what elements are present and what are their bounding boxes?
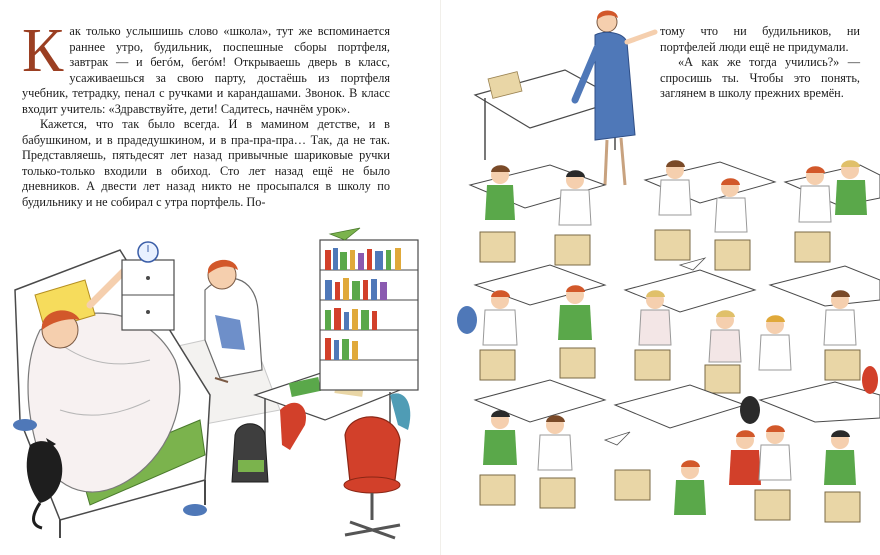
desk-rows	[470, 160, 880, 522]
right-paragraph-1: тому что ни будильников, ни портфелей люди ещё не придумали.	[660, 24, 860, 54]
left-paragraph-1: Как только услышишь слово «школа», тут же вспоминается раннее утро, будильник, поспешные сборы портфеля, завтрак — и бегóм, бегóм! Открываешь дверь в класс, усаживаешься за свою парту, достаёшь из портфеля учебник, тетрадку, пенал с ручками и карандашами. Звонок. В класс входит учитель: «Здравствуйте, дети! Садитесь, начнём урок».	[22, 17, 390, 116]
bedroom-illustration	[0, 220, 440, 555]
classroom-illustration	[455, 0, 880, 555]
right-paragraph-2: «А как же тогда учились?» — спросишь ты. Чтобы это понять, заглянем в школу прежних времён.	[660, 55, 860, 100]
drop-cap: К	[22, 17, 64, 85]
page-gutter	[440, 0, 441, 555]
left-page-text	[22, 17, 390, 210]
left-paragraph-2: Кажется, что так было всегда. И в мамином детстве, и в бабушкином, и в прадедушкином, и в пра-пра-пра… Так, да не так. Представляешь, пятьдесят лет назад привычные шариковые ручки только-только входили в обиход. Сто лет назад ещё не было дневников. А двести лет назад никто не просыпался в школу по будильнику и не собирал с утра портфель. По-	[22, 117, 390, 209]
